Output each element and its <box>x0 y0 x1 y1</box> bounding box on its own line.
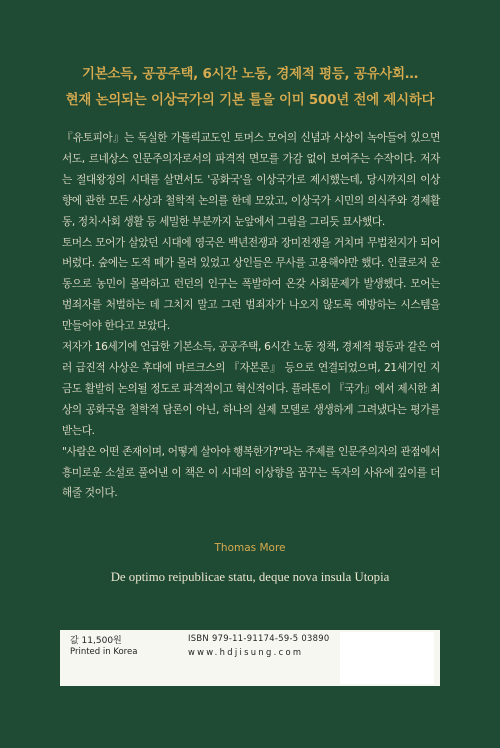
isbn-label: ISBN 979-11-91174-59-5 03890 <box>188 633 330 643</box>
website-label: www.hdjisung.com <box>188 647 304 657</box>
book-description <box>62 128 440 504</box>
headline-line-2: 현재 논의되는 이상국가의 기본 틀을 이미 500년 전에 제시하다 <box>65 93 435 108</box>
description-paragraph-4: "사람은 어떤 존재이며, 어떻게 살아야 행복한가?"라는 주제를 인문주의자의 관점에서 흥미로운 소설로 풀어낸 이 책은 이 시대의 이상향을 꿈꾸는 독자의 사유에 깊이를 더해줄 것이다. <box>62 445 440 500</box>
author-name: Thomas More <box>214 542 286 554</box>
description-paragraph-2: 토머스 모어가 살았던 시대에 영국은 백년전쟁과 장미전쟁을 거치며 무법천지가 되어버렸다. 숲에는 도적 떼가 몰려 있었고 상인들은 무사를 고용해야만 했다. 인클로저 운동으로 농민이 몰락하고 런던의 인구는 폭발하여 온갖 사회문제가 발생했다. 모어는 범죄자를 처벌하는 데 그치지 말고 그런 범죄자가 나오지 않도록 예방하는 시스템을 만들어야 한다고 보았다. <box>62 236 440 333</box>
headline <box>0 62 500 114</box>
latin-title: De optimo reipublicae statu, deque nova insula Utopia <box>110 570 390 584</box>
price-label: 값 11,500원 <box>70 636 122 646</box>
description-paragraph-1: 『유토피아』는 독실한 가톨릭교도인 토머스 모어의 신념과 사상이 녹아들어 있으면서도, 르네상스 인문주의자로서의 파격적 면모를 가감 없이 보여주는 수작이다. 저자는 절대왕정의 시대를 살면서도 '공화국'을 이상국가로 제시했는데, 당시까지의 이상향에 관한 모든 사상과 철학적 논의를 한데 모았고, 이상국가 시민의 의식주와 경제활동, 정치·사회 생활 등 세밀한 부분까지 눈앞에서 그림을 그리듯 묘사했다. <box>62 132 440 228</box>
barcode-area <box>340 632 434 684</box>
headline-line-1: 기본소득, 공공주택, 6시간 노동, 경제적 평등, 공유사회… <box>81 67 419 82</box>
printed-in-label: Printed in Korea <box>70 647 138 657</box>
description-paragraph-3: 저자가 16세기에 언급한 기본소득, 공공주택, 6시간 노동 정책, 경제적 평등과 같은 여러 급진적 사상은 후대에 마르크스의 『자본론』 등으로 연결되었으며, 21세기인 지금도 활발히 논의될 정도로 파격적이고 혁신적이다. 플라톤이 『국가』에서 제시한 최상의 공화국을 철학적 담론이 아닌, 하나의 실제 모델로 생생하게 그려냈다는 평가를 받는다. <box>62 341 440 437</box>
